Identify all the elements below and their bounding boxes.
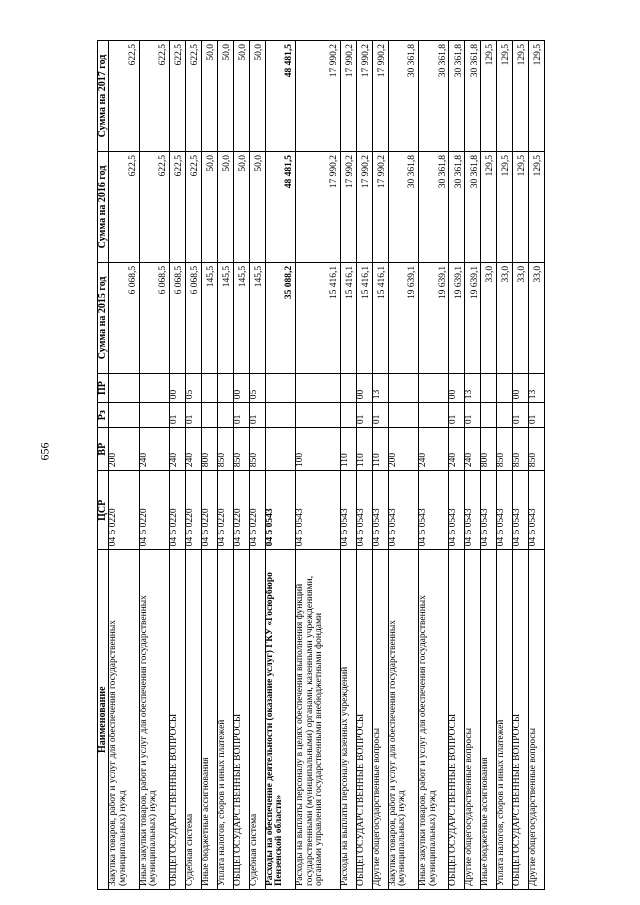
row-sum-2016: 50,0 (201, 152, 217, 263)
row-pr (109, 373, 139, 402)
row-rz: 01 (249, 403, 265, 428)
row-sum-2016: 622,5 (139, 152, 169, 263)
row-csr: 04 5 0220 (233, 471, 249, 550)
row-vr: 240 (169, 428, 185, 471)
row-vr (265, 428, 295, 471)
table-row (139, 41, 169, 890)
row-rz (388, 403, 418, 428)
row-csr: 04 5 0543 (356, 471, 372, 550)
row-rz (139, 403, 169, 428)
row-csr: 04 5 0543 (265, 471, 295, 550)
row-sum-2015: 145,5 (201, 262, 217, 373)
row-sum-2015: 6 068,5 (139, 262, 169, 373)
row-vr: 850 (233, 428, 249, 471)
row-pr: 00 (449, 373, 465, 402)
row-name: Судебная система (185, 550, 201, 890)
row-pr: 05 (249, 373, 265, 402)
row-vr: 240 (418, 428, 448, 471)
header-sum-2015: Сумма на 2015 год (98, 262, 109, 373)
row-name: Судебная система (249, 550, 265, 890)
row-csr: 04 5 0543 (465, 471, 481, 550)
row-sum-2017: 622,5 (169, 41, 185, 152)
row-sum-2017: 17 990,2 (340, 41, 356, 152)
row-sum-2017: 129,5 (529, 41, 545, 152)
row-sum-2016: 622,5 (185, 152, 201, 263)
header-sum-2017: Сумма на 2017 год (98, 41, 109, 152)
row-sum-2017: 129,5 (481, 41, 497, 152)
table-row (513, 41, 529, 890)
table-row (418, 41, 448, 890)
row-sum-2017: 129,5 (497, 41, 513, 152)
row-sum-2015: 19 639,1 (465, 262, 481, 373)
row-sum-2015: 33,0 (497, 262, 513, 373)
row-rz: 01 (356, 403, 372, 428)
table-row (249, 41, 265, 890)
row-vr: 850 (529, 428, 545, 471)
row-rz: 01 (233, 403, 249, 428)
table-row (217, 41, 233, 890)
table-row (295, 41, 340, 890)
row-sum-2015: 19 639,1 (418, 262, 448, 373)
row-sum-2015: 33,0 (529, 262, 545, 373)
row-vr: 100 (295, 428, 340, 471)
row-pr (201, 373, 217, 402)
row-rz (340, 403, 356, 428)
row-csr: 04 5 0543 (388, 471, 418, 550)
row-sum-2017: 17 990,2 (372, 41, 388, 152)
row-vr: 850 (513, 428, 529, 471)
row-rz: 01 (372, 403, 388, 428)
row-sum-2016: 30 361,8 (388, 152, 418, 263)
table-row (497, 41, 513, 890)
row-vr: 800 (201, 428, 217, 471)
row-vr: 850 (217, 428, 233, 471)
row-sum-2017: 622,5 (109, 41, 139, 152)
row-csr: 04 5 0220 (139, 471, 169, 550)
row-rz (109, 403, 139, 428)
row-csr: 04 5 0543 (481, 471, 497, 550)
row-sum-2017: 622,5 (185, 41, 201, 152)
row-name: ОБЩЕГОСУДАРСТВЕННЫЕ ВОПРОСЫ (513, 550, 529, 890)
budget-table (97, 40, 545, 890)
row-csr: 04 5 0543 (372, 471, 388, 550)
row-vr: 850 (497, 428, 513, 471)
row-sum-2016: 50,0 (249, 152, 265, 263)
row-pr (497, 373, 513, 402)
row-pr (340, 373, 356, 402)
row-name: ОБЩЕГОСУДАРСТВЕННЫЕ ВОПРОСЫ (233, 550, 249, 890)
row-csr: 04 5 0220 (185, 471, 201, 550)
row-name: ОБЩЕГОСУДАРСТВЕННЫЕ ВОПРОСЫ (449, 550, 465, 890)
row-sum-2016: 17 990,2 (356, 152, 372, 263)
row-sum-2017: 30 361,8 (388, 41, 418, 152)
row-sum-2016: 30 361,8 (418, 152, 448, 263)
row-csr: 04 5 0543 (295, 471, 340, 550)
row-sum-2015: 145,5 (249, 262, 265, 373)
row-sum-2015: 15 416,1 (295, 262, 340, 373)
row-vr: 110 (372, 428, 388, 471)
row-csr: 04 5 0543 (513, 471, 529, 550)
row-rz: 01 (513, 403, 529, 428)
table-body (109, 41, 545, 890)
row-name: Уплата налогов, сборов и иных платежей (497, 550, 513, 890)
row-pr (139, 373, 169, 402)
row-name: Другие общегосударственные вопросы (529, 550, 545, 890)
row-pr (265, 373, 295, 402)
table-row (529, 41, 545, 890)
row-sum-2015: 19 639,1 (388, 262, 418, 373)
row-pr (388, 373, 418, 402)
row-rz: 01 (185, 403, 201, 428)
row-rz (217, 403, 233, 428)
row-sum-2017: 30 361,8 (465, 41, 481, 152)
row-sum-2016: 129,5 (481, 152, 497, 263)
row-vr: 240 (465, 428, 481, 471)
row-sum-2015: 15 416,1 (372, 262, 388, 373)
row-name: Иные закупки товаров, работ и услуг для обеспечения государственных (муниципальных) нужд (418, 550, 448, 890)
row-rz (265, 403, 295, 428)
row-sum-2015: 145,5 (233, 262, 249, 373)
row-sum-2015: 33,0 (513, 262, 529, 373)
row-name: Расходы на выплаты персоналу казенных учреждений (340, 550, 356, 890)
row-rz (295, 403, 340, 428)
row-csr: 04 5 0543 (529, 471, 545, 550)
row-sum-2016: 129,5 (513, 152, 529, 263)
row-sum-2016: 50,0 (233, 152, 249, 263)
row-sum-2016: 622,5 (109, 152, 139, 263)
row-vr: 240 (139, 428, 169, 471)
table-row (388, 41, 418, 890)
row-sum-2015: 6 068,5 (169, 262, 185, 373)
row-vr: 110 (340, 428, 356, 471)
row-vr: 200 (388, 428, 418, 471)
row-name: Иные бюджетные ассигнования (481, 550, 497, 890)
row-sum-2016: 17 990,2 (340, 152, 356, 263)
table-row (265, 41, 295, 890)
page-number: 656 (37, 442, 52, 461)
row-rz: 01 (169, 403, 185, 428)
row-vr: 200 (109, 428, 139, 471)
row-name: Другие общегосударственные вопросы (465, 550, 481, 890)
row-sum-2016: 17 990,2 (295, 152, 340, 263)
row-sum-2016: 17 990,2 (372, 152, 388, 263)
table-row (481, 41, 497, 890)
row-rz (481, 403, 497, 428)
row-sum-2015: 19 639,1 (449, 262, 465, 373)
row-sum-2015: 15 416,1 (356, 262, 372, 373)
row-pr: 00 (233, 373, 249, 402)
row-rz: 01 (465, 403, 481, 428)
table-row (233, 41, 249, 890)
header-sum-2016: Сумма на 2016 год (98, 152, 109, 263)
header-rz: Рз (98, 403, 109, 428)
row-name: Иные бюджетные ассигнования (201, 550, 217, 890)
row-sum-2017: 30 361,8 (449, 41, 465, 152)
row-sum-2015: 6 068,5 (185, 262, 201, 373)
row-sum-2015: 6 068,5 (109, 262, 139, 373)
row-csr: 04 5 0543 (497, 471, 513, 550)
table-row (340, 41, 356, 890)
table-row (372, 41, 388, 890)
row-sum-2015: 35 088,2 (265, 262, 295, 373)
row-sum-2017: 50,0 (233, 41, 249, 152)
row-rz (418, 403, 448, 428)
header-name: Наименование (98, 550, 109, 890)
row-sum-2016: 622,5 (169, 152, 185, 263)
row-sum-2017: 17 990,2 (356, 41, 372, 152)
header-pr: ПР (98, 373, 109, 402)
table-row (109, 41, 139, 890)
row-rz (497, 403, 513, 428)
row-pr: 13 (529, 373, 545, 402)
row-name: Закупка товаров, работ и услуг для обеспечения государственных (муниципальных) нужд (388, 550, 418, 890)
row-sum-2017: 48 481,5 (265, 41, 295, 152)
row-vr: 240 (449, 428, 465, 471)
header-vr: ВР (98, 428, 109, 471)
row-pr: 00 (356, 373, 372, 402)
row-sum-2016: 48 481,5 (265, 152, 295, 263)
row-vr: 850 (249, 428, 265, 471)
table-row (356, 41, 372, 890)
row-name: Закупка товаров, работ и услуг для обеспечения государственных (муниципальных) нужд (109, 550, 139, 890)
row-sum-2016: 129,5 (497, 152, 513, 263)
row-pr: 13 (372, 373, 388, 402)
table-header-row (98, 41, 109, 890)
rotated-table-wrapper (97, 40, 545, 890)
row-pr (295, 373, 340, 402)
row-name: Уплата налогов, сборов и иных платежей (217, 550, 233, 890)
row-csr: 04 5 0543 (449, 471, 465, 550)
table-row (185, 41, 201, 890)
row-vr: 110 (356, 428, 372, 471)
row-sum-2016: 30 361,8 (449, 152, 465, 263)
row-pr: 00 (513, 373, 529, 402)
row-name: ОБЩЕГОСУДАРСТВЕННЫЕ ВОПРОСЫ (169, 550, 185, 890)
row-sum-2016: 129,5 (529, 152, 545, 263)
table-row (449, 41, 465, 890)
row-name: Расходы на выплаты персоналу в целях обеспечения выполнения функций государственными (муниципальными) органами, казенными учреждениями, органами управления государственными внебюджетными фондами (295, 550, 340, 890)
row-sum-2017: 129,5 (513, 41, 529, 152)
header-csr: ЦСР (98, 471, 109, 550)
row-csr: 04 5 0543 (418, 471, 448, 550)
row-vr: 240 (185, 428, 201, 471)
row-name: Расходы на обеспечение деятельности (оказание услуг) ГКУ «Госюрбюро Пензенской области» (265, 550, 295, 890)
row-pr (481, 373, 497, 402)
row-sum-2015: 33,0 (481, 262, 497, 373)
table-row (201, 41, 217, 890)
row-csr: 04 5 0220 (201, 471, 217, 550)
row-sum-2017: 17 990,2 (295, 41, 340, 152)
table-row (169, 41, 185, 890)
row-sum-2017: 50,0 (249, 41, 265, 152)
row-sum-2016: 50,0 (217, 152, 233, 263)
row-sum-2015: 15 416,1 (340, 262, 356, 373)
row-pr: 00 (169, 373, 185, 402)
row-rz: 01 (529, 403, 545, 428)
row-sum-2015: 145,5 (217, 262, 233, 373)
row-csr: 04 5 0543 (340, 471, 356, 550)
row-sum-2016: 30 361,8 (465, 152, 481, 263)
row-name: ОБЩЕГОСУДАРСТВЕННЫЕ ВОПРОСЫ (356, 550, 372, 890)
row-rz: 01 (449, 403, 465, 428)
row-sum-2017: 50,0 (217, 41, 233, 152)
row-csr: 04 5 0220 (249, 471, 265, 550)
row-pr (418, 373, 448, 402)
row-sum-2017: 50,0 (201, 41, 217, 152)
row-sum-2017: 622,5 (139, 41, 169, 152)
table-row (465, 41, 481, 890)
row-pr: 05 (185, 373, 201, 402)
row-pr: 13 (465, 373, 481, 402)
row-name: Иные закупки товаров, работ и услуг для обеспечения государственных (муниципальных) нужд (139, 550, 169, 890)
row-csr: 04 5 0220 (109, 471, 139, 550)
row-csr: 04 5 0220 (217, 471, 233, 550)
row-csr: 04 5 0220 (169, 471, 185, 550)
row-rz (201, 403, 217, 428)
row-pr (217, 373, 233, 402)
row-name: Другие общегосударственные вопросы (372, 550, 388, 890)
row-vr: 800 (481, 428, 497, 471)
row-sum-2017: 30 361,8 (418, 41, 448, 152)
